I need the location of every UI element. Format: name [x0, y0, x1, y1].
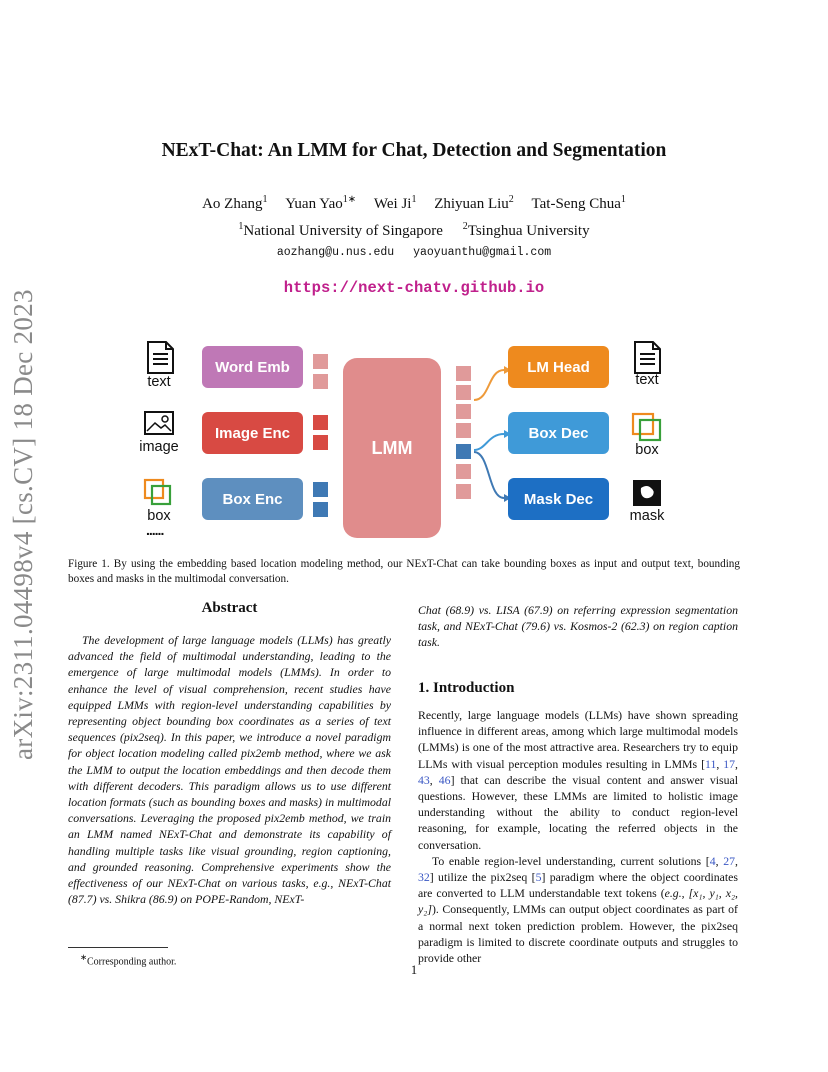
math-expression: [x₁, y₁, x₂, y₂] — [418, 886, 738, 917]
footnote: ∗Corresponding author. — [80, 953, 177, 968]
affiliation: $^1$National University of Singapore — [238, 221, 443, 239]
image-enc-module: Image Enc — [202, 412, 303, 454]
document-icon — [635, 342, 660, 373]
abstract-continuation: Chat (68.9) vs. LISA (67.9) on referring expression segmentation task, and NExT-Chat (79.6) vs. Kosmos-2 (62.3) on region caption task. — [418, 603, 738, 650]
citation-link[interactable]: 4 — [709, 853, 716, 868]
token-square — [313, 415, 328, 430]
box-dec-module: Box Dec — [508, 412, 609, 454]
token-square — [313, 435, 328, 450]
author: Ao Zhang$^1$ — [202, 194, 268, 212]
token-square — [456, 404, 471, 419]
input-image-label: image — [139, 439, 179, 455]
box-icon — [633, 414, 660, 440]
input-ellipsis: ...... — [146, 522, 164, 538]
citation-link[interactable]: 5 — [535, 870, 542, 885]
input-text-label: text — [147, 374, 171, 390]
token-square — [456, 444, 471, 459]
image-icon — [145, 412, 173, 434]
page-number: 1 — [410, 963, 418, 977]
arrow-mask-dec — [474, 452, 511, 502]
mask-icon — [633, 480, 661, 506]
author-emails — [0, 246, 828, 259]
arrow-lm-head — [474, 366, 511, 400]
citation-link[interactable]: 46 — [438, 772, 451, 787]
lm-head-module: LM Head — [508, 346, 609, 388]
introduction-text — [418, 707, 738, 966]
lmm-module: LMM — [343, 358, 441, 538]
token-square — [313, 374, 328, 389]
box-icon — [145, 480, 170, 504]
citation-link[interactable]: 27 — [723, 853, 736, 868]
citation-link[interactable]: 32 — [418, 870, 430, 885]
mask-dec-module: Mask Dec — [508, 478, 609, 520]
arrow-box-dec — [474, 430, 511, 450]
email: yaoyuanthu@gmail.com — [413, 246, 552, 259]
arxiv-stamp: arXiv:2311.04498v4 [cs.CV] 18 Dec 2023 — [8, 289, 38, 760]
token-square — [313, 482, 328, 497]
abstract-heading: Abstract — [201, 600, 258, 616]
word-emb-module: Word Emb — [202, 346, 303, 388]
output-mask-label: mask — [629, 508, 665, 524]
author: Zhiyuan Liu$^2$ — [434, 194, 514, 212]
figure-caption: Figure 1. By using the embedding based location modeling method, our NExT-Chat can take bounding boxes as input and output text, bounding boxes and masks in the multimodal conversation. — [68, 558, 740, 585]
author: Yuan Yao$^{1∗}$ — [285, 194, 357, 212]
author: Tat-Seng Chua$^1$ — [531, 194, 626, 212]
token-square — [456, 385, 471, 400]
introduction-heading: 1. Introduction — [418, 680, 515, 696]
intro-paragraph: Recently, large language models (LLMs) have shown spreading influence in different areas, among which large multimodal models (LMMs) is one of the most attractive area. Researchers try to equip LLMs with visual perception modules resulting in LMMs [11, 17, 43, 46] that can describe the visual content and answer visual questions. However, these LMMs are limited to holistic image understanding without the ability to conduct region-level reasoning, for example, locating the referred objects in the conversation. — [418, 708, 738, 852]
citation-link[interactable]: 17 — [723, 756, 736, 771]
author: Wei Ji$^1$ — [373, 194, 417, 212]
token-square — [456, 464, 471, 479]
email: aozhang@u.nus.edu — [276, 246, 395, 259]
affiliation: $^2$Tsinghua University — [462, 221, 590, 239]
token-square — [313, 354, 328, 369]
citation-link[interactable]: 43 — [418, 772, 430, 787]
affiliation-list — [0, 221, 828, 240]
output-box-label: box — [635, 442, 659, 458]
token-square — [456, 366, 471, 381]
paper-title: NExT-Chat: An LMM for Chat, Detection and Segmentation — [161, 140, 667, 161]
author-list — [0, 194, 828, 213]
project-url-link[interactable]: https://next-chatv.github.io — [283, 279, 545, 297]
token-square — [456, 423, 471, 438]
intro-paragraph: To enable region-level understanding, current solutions [4, 27, 32] utilize the pix2seq [5] paradigm where the object coordinates are converted to LLM understandable text tokens (e.g., [x₁, y₁, x₂, y₂]). Consequently, LMMs can output object coordinates as part of a normal next token prediction problem. However, the pix2seq paradigm is limited to discrete coordinate outputs and struggles to provide other — [418, 853, 739, 966]
token-square — [313, 502, 328, 517]
token-square — [456, 484, 471, 499]
output-text-label: text — [635, 372, 659, 388]
document-icon — [148, 342, 173, 373]
input-box-label: box — [147, 508, 171, 524]
citation-link[interactable]: 11 — [705, 756, 717, 771]
box-enc-module: Box Enc — [202, 478, 303, 520]
footnote-rule — [68, 947, 168, 948]
figure-1 — [0, 330, 828, 540]
abstract-text: The development of large language models (LLMs) has greatly advanced the field of multimodal understanding, leading to the emergence of large multimodal models (LMMs). In order to enhance the level of visual comprehension, recent studies have equipped LMMs with region-level understanding capabilities by representing object bounding box coordinates as a series of text sequences (pix2seq). In this paper, we introduce a novel paradigm for object location modeling called pix2emb method, where we ask the LMM to output the location embeddings and then decode them with different decoders. This paradigm allows us to use different location formats (such as bounding boxes and masks) in multimodal conversations. Leveraging the proposed pix2emb method, we train an LMM named NExT-Chat and demonstrate its capability of handling multiple tasks like visual grounding, region captioning, and grounded reasoning. Comprehensive experiments show the effectiveness of our NExT-Chat on various tasks, e.g., NExT-Chat (87.7) vs. Shikra (86.9) on POPE-Random, NExT- — [68, 633, 391, 907]
